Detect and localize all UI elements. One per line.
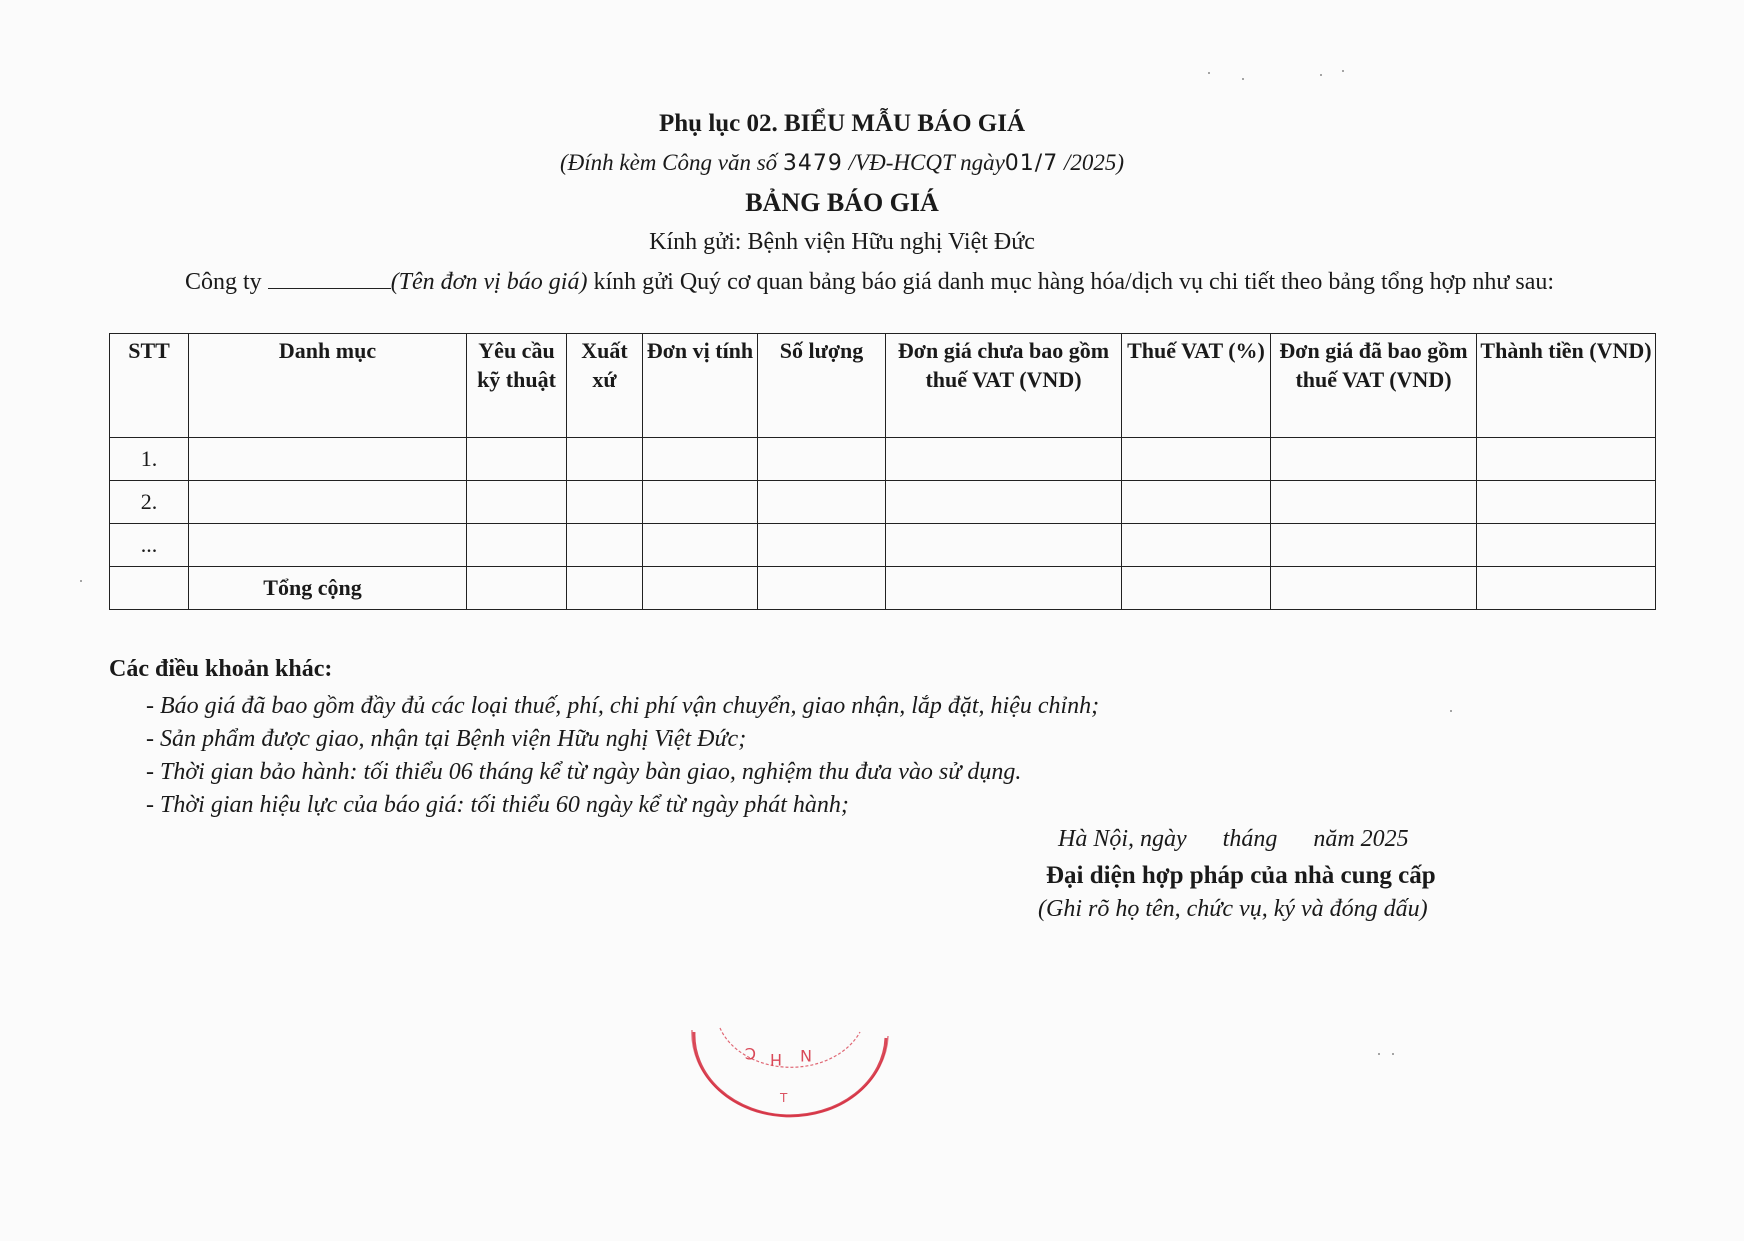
table-row xyxy=(110,481,1656,524)
row-cell xyxy=(567,438,643,481)
row-cell xyxy=(643,481,758,524)
scan-speck xyxy=(1320,74,1322,76)
row-cell xyxy=(758,438,886,481)
intro-prefix: Công ty xyxy=(185,269,268,295)
row-item xyxy=(189,438,467,481)
row-cell xyxy=(1271,438,1477,481)
table-row xyxy=(110,438,1656,481)
quote-table xyxy=(109,333,1656,610)
header-quantity: Số lượng xyxy=(758,334,886,438)
attach-prefix: (Đính kèm Công văn số xyxy=(559,150,783,175)
seal-stamp-icon xyxy=(690,1020,890,1120)
total-cell xyxy=(886,567,1122,610)
header-tech-req: Yêu cầu kỹ thuật xyxy=(467,334,567,438)
terms-heading: Các điều khoản khác: xyxy=(109,656,333,682)
total-cell xyxy=(1271,567,1477,610)
row-cell xyxy=(1122,481,1271,524)
terms-list xyxy=(146,690,1099,822)
svg-text:N: N xyxy=(800,1046,812,1065)
total-row xyxy=(110,567,1656,610)
signature-date-line: Hà Nội, ngày tháng năm 2025 xyxy=(1058,826,1409,852)
row-cell xyxy=(886,524,1122,567)
header-price-excl-vat: Đơn giá chưa bao gồm thuế VAT (VND) xyxy=(886,334,1122,438)
row-cell xyxy=(1122,438,1271,481)
row-cell xyxy=(567,481,643,524)
row-cell xyxy=(467,438,567,481)
row-cell xyxy=(467,481,567,524)
svg-text:C: C xyxy=(744,1044,756,1063)
row-cell xyxy=(886,481,1122,524)
intro-suffix: kính gửi Quý cơ quan bảng báo giá danh mục hàng hóa/dịch vụ chi tiết theo bảng tổng hợp như sau: xyxy=(587,269,1555,295)
scan-speck xyxy=(1342,70,1344,72)
row-cell xyxy=(1477,438,1656,481)
row-cell xyxy=(1271,481,1477,524)
list-item: - Báo giá đã bao gồm đầy đủ các loại thuế, phí, chi phí vận chuyển, giao nhận, lắp đặt, hiệu chỉnh; xyxy=(146,693,1100,719)
handwritten-doc-number: 3479 xyxy=(782,151,843,176)
intro-paragraph xyxy=(109,266,1669,299)
row-cell xyxy=(758,524,886,567)
row-cell xyxy=(467,524,567,567)
row-stt: 1. xyxy=(110,438,189,481)
row-cell xyxy=(1122,524,1271,567)
list-item: - Sản phẩm được giao, nhận tại Bệnh viện Hữu nghị Việt Đức; xyxy=(146,726,747,752)
row-cell xyxy=(1271,524,1477,567)
total-cell xyxy=(467,567,567,610)
total-cell xyxy=(1477,567,1656,610)
appendix-title: Phụ lục 02. BIỂU MẪU BÁO GIÁ xyxy=(658,110,1025,137)
row-stt: 2. xyxy=(110,481,189,524)
total-cell xyxy=(567,567,643,610)
scan-speck xyxy=(1242,78,1244,80)
svg-text:H: H xyxy=(769,1050,782,1069)
row-stt: ... xyxy=(110,524,189,567)
recipient-line: Kính gửi: Bệnh viện Hữu nghị Việt Đức xyxy=(649,229,1035,255)
representative-title: Đại diện hợp pháp của nhà cung cấp xyxy=(1046,862,1436,889)
row-cell xyxy=(758,481,886,524)
scan-speck xyxy=(1450,710,1452,712)
row-cell xyxy=(643,524,758,567)
row-item xyxy=(189,524,467,567)
total-cell xyxy=(1122,567,1271,610)
table-row xyxy=(110,524,1656,567)
company-name-blank xyxy=(268,268,391,289)
header-amount: Thành tiền (VND) xyxy=(1477,334,1656,438)
list-item: - Thời gian bảo hành: tối thiểu 06 tháng kể từ ngày bàn giao, nghiệm thu đưa vào sử dụng. xyxy=(146,759,1022,785)
header-stt: STT xyxy=(110,334,189,438)
row-cell xyxy=(886,438,1122,481)
header-vat: Thuế VAT (%) xyxy=(1122,334,1271,438)
header-unit: Đơn vị tính xyxy=(643,334,758,438)
scan-speck xyxy=(1208,72,1210,74)
table-header-row xyxy=(110,334,1656,438)
header-origin: Xuất xứ xyxy=(567,334,643,438)
representative-note: (Ghi rõ họ tên, chức vụ, ký và đóng dấu) xyxy=(1038,896,1428,922)
header-item: Danh mục xyxy=(189,334,467,438)
attach-mid: /VĐ-HCQT ngày xyxy=(842,150,1005,175)
total-label: Tổng cộng xyxy=(189,567,467,610)
attachment-line xyxy=(0,150,1714,176)
scan-speck xyxy=(80,580,82,582)
row-cell xyxy=(567,524,643,567)
intro-placeholder: (Tên đơn vị báo giá) xyxy=(390,269,588,295)
total-stt-cell xyxy=(110,567,189,610)
list-item: - Thời gian hiệu lực của báo giá: tối thiểu 60 ngày kể từ ngày phát hành; xyxy=(146,792,849,818)
row-cell xyxy=(643,438,758,481)
total-cell xyxy=(758,567,886,610)
row-cell xyxy=(1477,481,1656,524)
row-item xyxy=(189,481,467,524)
svg-text:T: T xyxy=(780,1091,788,1105)
scan-speck xyxy=(1378,1053,1380,1055)
document-title: BẢNG BÁO GIÁ xyxy=(745,188,939,217)
total-cell xyxy=(643,567,758,610)
scan-speck xyxy=(1392,1053,1394,1055)
handwritten-doc-date: 01/7 xyxy=(1004,151,1059,176)
attach-suffix: /2025) xyxy=(1058,150,1124,175)
header-price-incl-vat: Đơn giá đã bao gồm thuế VAT (VND) xyxy=(1271,334,1477,438)
row-cell xyxy=(1477,524,1656,567)
